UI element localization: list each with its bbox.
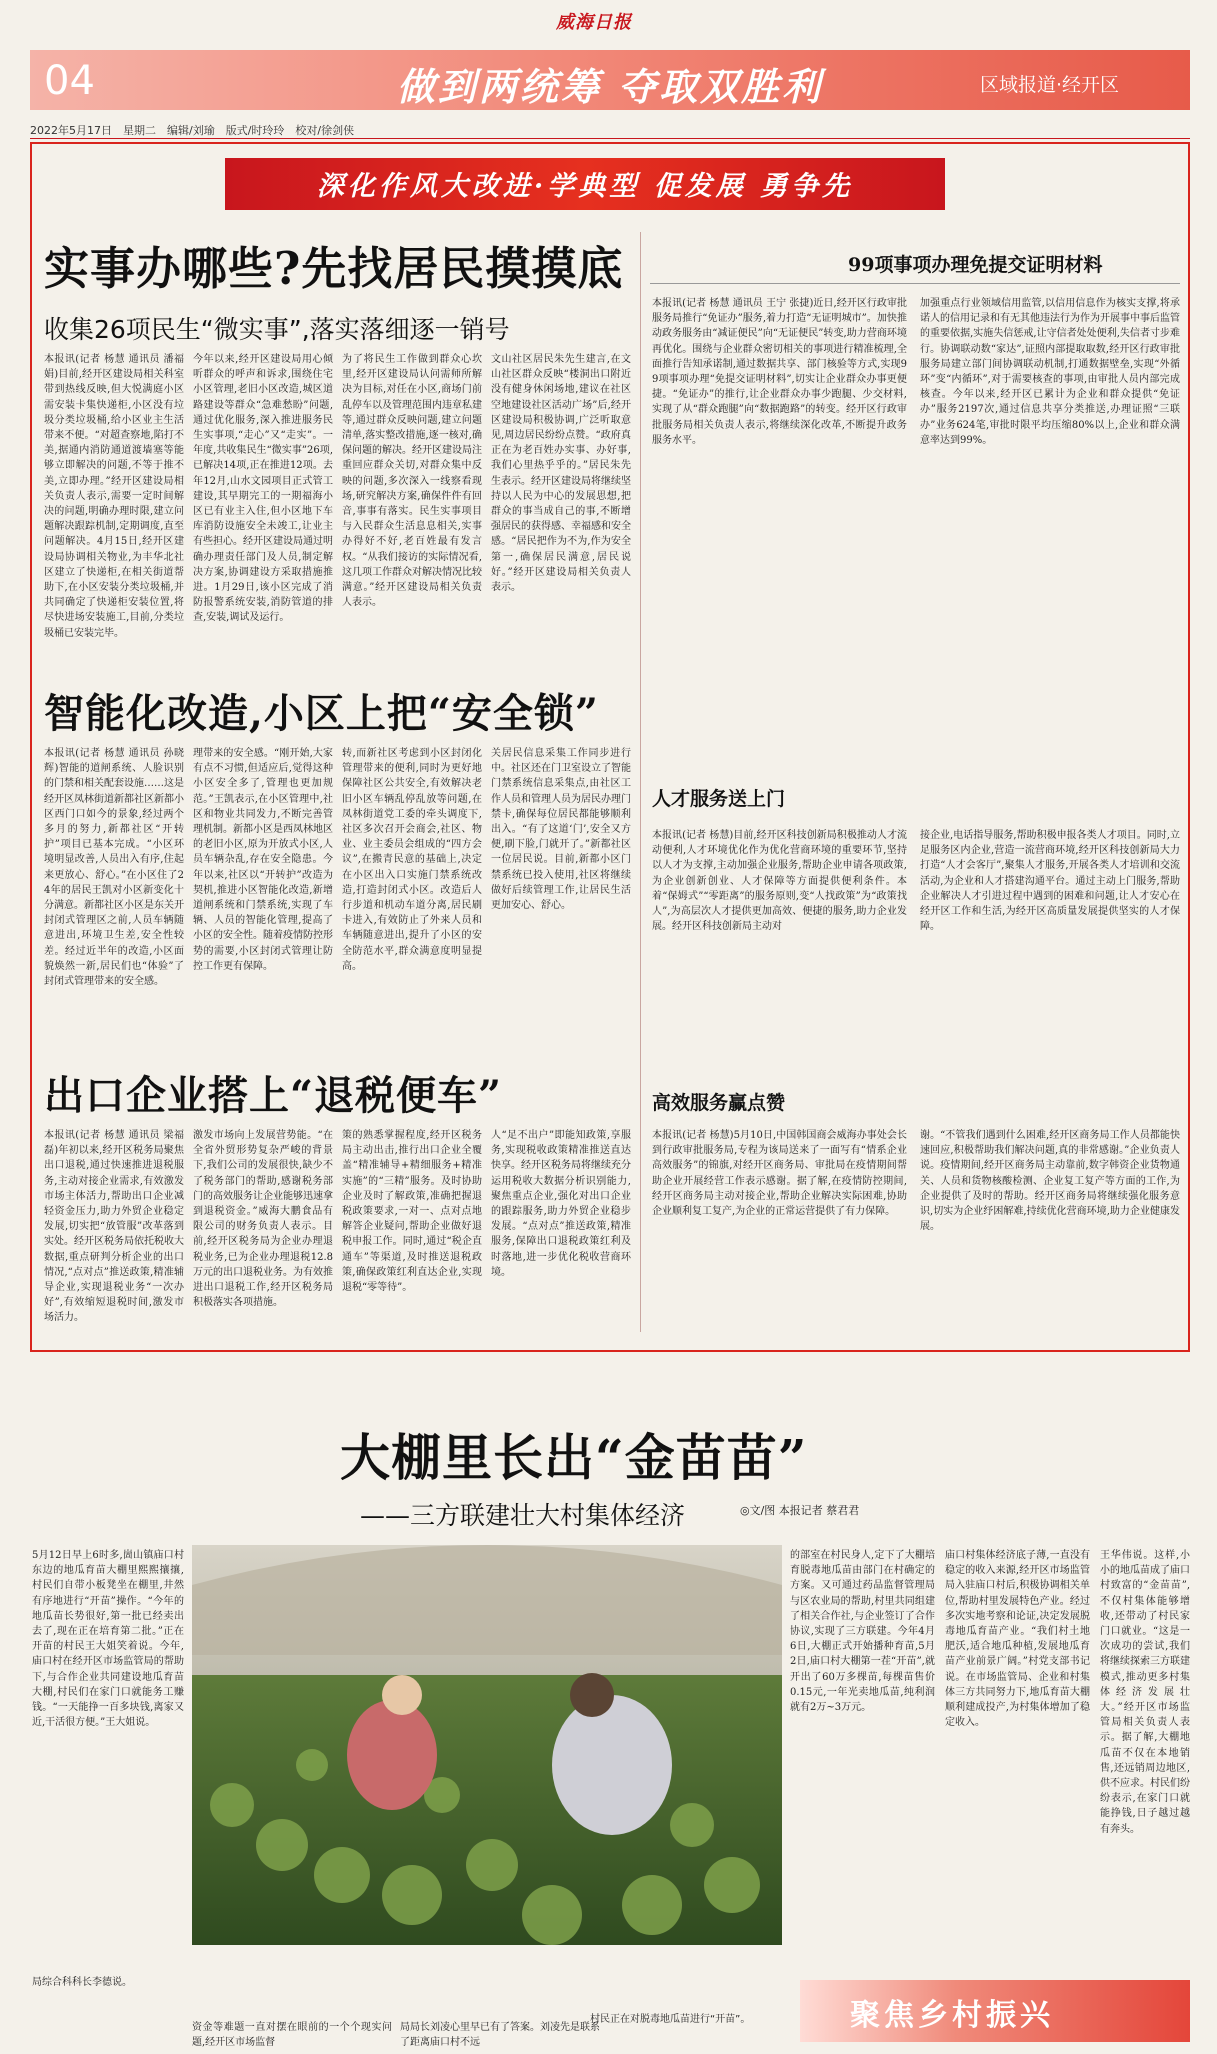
side2-col1: 本报讯(记者 杨慧)目前,经开区科技创新局积极推动人才流动便利,人才环境优化作为优化营商环境的重要环节,坚持以人才为支撑,主动加强企业服务,帮助企业申请各项政策,为企业创新创业、人才保障等方面提供便利条件。本着“保姆式”“零距离”的服务原则,变“人找政策”为“政策找人”,为高层次人才提供更加高效、便捷的服务,助力企业发展。经开区科技创新局主动对: [652, 830, 907, 933]
article1-subtitle: 收集26项民生“微实事”,落实落细逐一销号: [44, 315, 510, 344]
article3-col4: 人“足不出户”即能知政策,享服务,实现税收政策精准推送直达快享。经开区税务局将继续充分运用税收大数据分析识别能力,聚焦重点企业,强化对出口企业的跟踪服务,助力外贸企业稳步发展。“点对点”推送政策,精准服务,保障出口退税政策红利及时落地,进一步优化税收营商环境。: [491, 1130, 631, 1278]
article2-col2: 理带来的安全感。“刚开始,大家有点不习惯,但适应后,觉得这种小区安全多了,管理也更加规范。”王凯表示,在小区管理中,社区和物业共同发力,不断完善管理机制。新都小区是西凤林地区的老旧小区,原为开放式小区,人员车辆杂乱,存在安全隐患。今年以来,社区以“开转护”改造为契机,推进小区智能化改造,新增道闸系统和门禁系统,实现了车辆、人员的智能化管理,提高了小区的安全性。随着疫情防控形势的需要,小区封闭式管理让防控工作更有保障。: [193, 748, 333, 972]
side3-col2: 谢。“不管我们遇到什么困难,经开区商务局工作人员都能快速回应,积极帮助我们解决问题,真的非常感谢。”企业负责人说。疫情期间,经开区商务局主动靠前,数字韩资企业货物通关、人员和货物核酸检测、企业复工复产等方面的工作,为企业提供了及时的帮助。经开区商务局将继续强化服务意识,切实为企业纾困解难,持续优化营商环境,助力企业健康发展。: [920, 1130, 1180, 1233]
article1-col1: 本报讯(记者 杨慧 通讯员 潘福娟)目前,经开区建设局相关科室带到热线反映,但大悦满庭小区需安装卡集快递柜,小区没有垃圾分类垃圾桶,给小区业主生活带来不便。“对超查察地,陷打不美,据通内消防通道渡墙塞等能够立即解决的问题,不等于推不美,立即办理。”经开区建设局相关负责人表示,需要一定时间解决的问题,明确办理时限,建立问题解决跟踪机制,定期调度,直至问题解决。4月15日,经开区建设局协调相关物业,为丰华北社区建立了快递柜,在相关街道帮助下,在小区安装分类垃圾桶,并共同确定了快递柜安装位置,将尽快进场安装施工,目前,分类垃圾桶已安装完毕。: [44, 354, 184, 639]
article2-col4: 关居民信息采集工作同步进行中。社区还在门卫室设立了智能门禁系统信息采集点,由社区工作人员和管理人员为居民办理门禁卡,确保每位居民都能够顺利出入。“有了这道‘门’,安全又方便,刷下脸,门就开了。”新都社区一位居民说。目前,新都小区门禁系统已投入使用,社区将继续做好后续管理工作,让居民生活更加安心、舒心。: [491, 748, 631, 912]
ribbon-text: 深化作风大改进·学典型 促发展 勇争先: [316, 171, 854, 202]
side1-col2: 加强重点行业领域信用监管,以信用信息作为核实支撑,将承诺人的信用记录和有无其他违法行为作为开展事中事后监管的重要依据,实施失信惩戒,让守信者处处便利,失信者寸步难行。协调联动数“家达”,证照内部提取取数,经开区行政审批服务局建立部门间协调联动机制,打通数据壁垒,实现“外循环”变“内循环”,对于需要核查的事项,由审批人员内部完成核查。今年以来,经开区已累计为企业和群众提供“免证办”服务2197次,通过信息共享分类推送,办理证照“三联办”业务624笔,审批时限平均压缩80%以上,企业和群众满意率达到99%。: [920, 298, 1180, 446]
article1-col3: 为了将民生工作做到群众心坎里,经开区建设局认问需师所解决为目标,对任在小区,商场门前乱停车以及管理范围内违章私建等,通过群众反映问题,建立问题清单,落实整改措施,逐一核对,确保问题的解决。经开区建设局注重回应群众关切,对群众集中反映的问题,多次深入一线察看现场,研究解决方案,确保件件有回音,事事有落实。民生实事项目与入民群众生活息息相关,实事办得好不好,老百姓最有发言权。“从我们接访的实际情况看,这几项工作群众对解决情况比较满意。”经开区建设局相关负责人表示。: [342, 354, 482, 609]
article2-col1: 本报讯(记者 杨慧 通讯员 孙晓辉)智能的道闸系统、人脸识别的门禁和相关配套设施……这是经开区凤林街道新都社区新都小区西门口如今的景象,经过两个多月的努力,新都社区“开转护”项目已基本完成。“小区环境明显改善,人员出入有序,住起来更放心、舒心。”在小区住了24年的居民王凯对小区新变化十分满意。新都社区小区是东关开封闭式管理区之前,人员车辆随意进出,环境卫生差,安全性较差。经过近半年的改造,小区面貌焕然一新,居民们也“体验”了封闭式管理带来的安全感。: [44, 748, 184, 988]
feature-title: 大棚里长出“金苗苗”: [340, 1428, 808, 1487]
greenhouse-photo: [192, 1545, 782, 1945]
article1-title: 实事办哪些?先找居民摸摸底: [44, 242, 624, 295]
photo-caption: 村民正在对脱毒地瓜苗进行“开苗”。: [590, 2014, 751, 2025]
feature-col1: 5月12日早上6时多,崮山镇庙口村东边的地瓜育苗大棚里熙熙攘攘,村民们自带小板凳坐在棚里,井然有序地进行“开苗”操作。“今年的地瓜苗长势很好,第一批已经卖出去了,现在正在培育第二批。”正在开苗的村民王大姐笑着说。今年,庙口村在经开区市场监管局的帮助下,与合作企业共同建设地瓜育苗大棚,村民们在家门口就能务工赚钱。“一天能挣一百多块钱,离家又近,干活很方便。”王大姐说。: [32, 1550, 184, 1729]
article3-col3: 策的熟悉掌握程度,经开区税务局主动出击,推行出口企业全覆盖“精准辅导+精细服务+精准实施”的“三精”服务。及时协助企业及时了解政策,准确把握退税政策要求,一对一、点对点地解答企业疑问,帮助企业做好退税申报工作。同时,通过“税企直通车”等渠道,及时推送退税政策,确保政策红利直达企业,实现退税“零等待”。: [342, 1130, 482, 1294]
footer-band-text: 聚焦乡村振兴: [850, 1998, 1054, 2033]
feature-col3: 的部室在村民身人,定下了大棚培育脱毒地瓜苗由部门在村确定的方案。又可通过药品监督管理局与区农业局的帮助,村里共同组建了相关合作社,与企业签订了合作协议,实现了三方联建。今年4月6日,大棚正式开始播种育苗,5月2日,庙口村大棚第一茬“开苗”,就开出了60万多棵苗,每棵苗售价0.15元,一年光卖地瓜苗,纯利润就有2万~3万元。: [790, 1550, 935, 1714]
section-name: 区域报道·经开区: [980, 74, 1120, 96]
article3-title: 出口企业搭上“退税便车”: [44, 1072, 503, 1119]
side2-col2: 接企业,电话指导服务,帮助积极申报各类人才项目。同时,立足服务区内企业,营造一流营商环境,经开区科技创新局大力打造“人才会客厅”,聚集人才服务,开展各类人才培训和交流活动,为企业和人才搭建沟通平台。通过主动上门服务,帮助企业解决人才引进过程中遇到的困难和问题,让人才安心在经开区工作和生活,为经开区高质量发展提供坚实的人才保障。: [920, 830, 1180, 933]
newspaper-logo: 威海日报: [556, 12, 632, 33]
side3-title: 高效服务赢点赞: [652, 1092, 786, 1114]
header-rule: [30, 138, 1190, 139]
article2-col3: 转,而新社区考虑到小区封闭化管理带来的便利,同时为更好地保障社区公共安全,有效解决老旧小区车辆乱停乱放等问题,在凤林街道党工委的牵头调度下,社区多次召开会商会,社区、物业、业主委员会组成的“四方会议”,在搬青民意的基础上,决定在小区出入口实施门禁系统改造,打造封闭式小区。改造后人行步道和机动车道分离,居民刷卡进入,有效防止了外来人员和车辆随意进出,提升了小区的安全防范水平,群众满意度明显提高。: [342, 748, 482, 972]
article1-col4: 文山社区居民朱先生建言,在文山社区群众反映“楼洞出口附近没有健身休闲场地,建议在社区空地建设社区活动广场”后,经开区建设局积极协调,广泛听取意见,周边居民纷纷点赞。“政府真正在为老百姓办实事、办好事,我们心里热乎乎的。”居民朱先生表示。经开区建设局将继续坚持以人民为中心的发展思想,把群众的事当成自己的事,不断增强居民的获得感、幸福感和安全感。“居民把作为不为,作为安全第一,确保居民满意,居民说好。”经开区建设局相关负责人表示。: [491, 354, 631, 594]
article3-col1: 本报讯(记者 杨慧 通讯员 梁福磊)年初以来,经开区税务局聚焦出口退税,通过快速推进退税服务,主动对接企业需求,有效激发市场主体活力,帮助出口企业减轻资金压力,助力外贸企业稳定发展,切实把“放管服”改革落到实处。经开区税务局依托税收大数据,重点研判分析企业的出口情况,“点对点”推送政策,精准辅导企业,实现退税业务“一次办好”,有效缩短退税时间,激发市场活力。: [44, 1130, 184, 1324]
side1-rule: [650, 283, 1180, 284]
feature-bottom2: 资金等难题一直对摆在眼前的一个个现实问题,经开区市场监督: [192, 2022, 392, 2049]
article2-title: 智能化改造,小区上把“安全锁”: [44, 690, 599, 737]
side1-col1: 本报讯(记者 杨慧 通讯员 王宁 张捷)近日,经开区行政审批服务局推行“免证办”服务,着力打造“无证明城市”。加快推动政务服务由“减证便民”向“无证便民”转变,助力营商环境再优化。围绕与企业群众密切相关的事项进行精准梳理,全面推行告知承诺制,通过数据共享、部门核验等方式,实现99项事项办理“免提交证明材料”,切实让企业群众办事更便捷。“免证办”的推行,让企业群众办事少跑腿、少交材料,实现了从“群众跑腿”向“数据跑路”的转变。经开区行政审批服务局相关负责人表示,将继续深化改革,不断提升政务服务水平。: [652, 298, 907, 446]
feature-col4: 王华伟说。这样,小小的地瓜苗成了庙口村致富的“金苗苗”,不仅村集体能够增收,还带动了村民家门口就业。“这是一次成功的尝试,我们将继续探索三方联建模式,推动更多村集体经济发展壮大。”经开区市场监管局相关负责人表示。据了解,大棚地瓜苗不仅在本地销售,还远销周边地区,供不应求。村民们纷纷表示,在家门口就能挣钱,日子越过越有奔头。: [1100, 1550, 1190, 1835]
photo-illustration: [192, 1545, 782, 1945]
feature-bottom3: 局局长刘凌心里早已有了答案。刘凌先是联系了距离庙口村不远: [400, 2022, 600, 2049]
feature-subtitle: ——三方联建壮大村集体经济: [360, 1501, 686, 1530]
side3-col1: 本报讯(记者 杨慧)5月10日,中国韩国商会威海办事处会长到行政审批服务局,专程为该局送来了一面写有“情系企业高效服务”的锦旗,对经开区商务局、审批局在疫情期间帮助企业开展经营工作表示感谢。据了解,在疫情防控期间,经开区商务局主动对接企业,帮助企业解决实际困难,协助企业顺利复工复产,为企业的正常运营提供了有力保障。: [652, 1130, 907, 1218]
banner-slogan: 做到两统筹 夺取双胜利: [396, 65, 824, 109]
dateline: 2022年5月17日 星期二 编辑/刘瑜 版式/时玲玲 校对/徐剑侠: [30, 124, 355, 137]
article3-col2: 激发市场向上发展营势能。“在全省外贸形势复杂严峻的背景下,我们公司的发展很快,缺少不了税务部门的帮助,感谢税务部门的高效服务让企业能够迅速拿到退税资金。”威海大鹏食品有限公司的财务负责人表示。目前,经开区税务局为企业办理退税业务,已为企业办理退税12.8万元的出口退税业务。为有效推进出口退税工作,经开区税务局积极落实各项措施。: [193, 1130, 333, 1309]
side2-title: 人才服务送上门: [652, 788, 786, 810]
column-divider: [640, 232, 641, 1332]
article1-col2: 今年以来,经开区建设局用心倾听群众的呼声和诉求,围绕住宅小区管理,老旧小区改造,城区道路建设等群众“急难愁盼”问题,通过优化服务,深入推进服务民生实事项,“走心”又“走实”。一年度,共收集民生“微实事”26项,已解决14项,正在推进12项。去年12月,山水文园项目正式管工建设,其早期完工的一期福海小区已有业主入住,但小区地下车库消防设施安全未竣工,让业主有些担心。经开区建设局通过明确办理责任部门及人员,制定解决方案,协调建设方采取措施推进。1月29日,该小区完成了消防报警系统安装,消防管道的排查,安装,调试及运行。: [193, 354, 333, 624]
feature-bottom1: 局综合科科长李德说。: [32, 1977, 132, 1988]
page-number: 04: [44, 58, 95, 104]
side1-title: 99项事项办理免提交证明材料: [848, 254, 1103, 276]
feature-col2: 庙口村集体经济底子薄,一直没有稳定的收入来源,经开区市场监管局入驻庙口村后,积极协调相关单位,帮助村里发展特色产业。经过多次实地考察和论证,决定发展脱毒地瓜育苗产业。“我们村土地肥沃,适合地瓜种植,发展地瓜育苗产业前景广阔。”村党支部书记说。在市场监管局、企业和村集体三方共同努力下,地瓜育苗大棚顺利建成投产,为村集体增加了稳定收入。: [945, 1550, 1090, 1729]
feature-byline: ◎文/图 本报记者 蔡君君: [740, 1504, 860, 1517]
